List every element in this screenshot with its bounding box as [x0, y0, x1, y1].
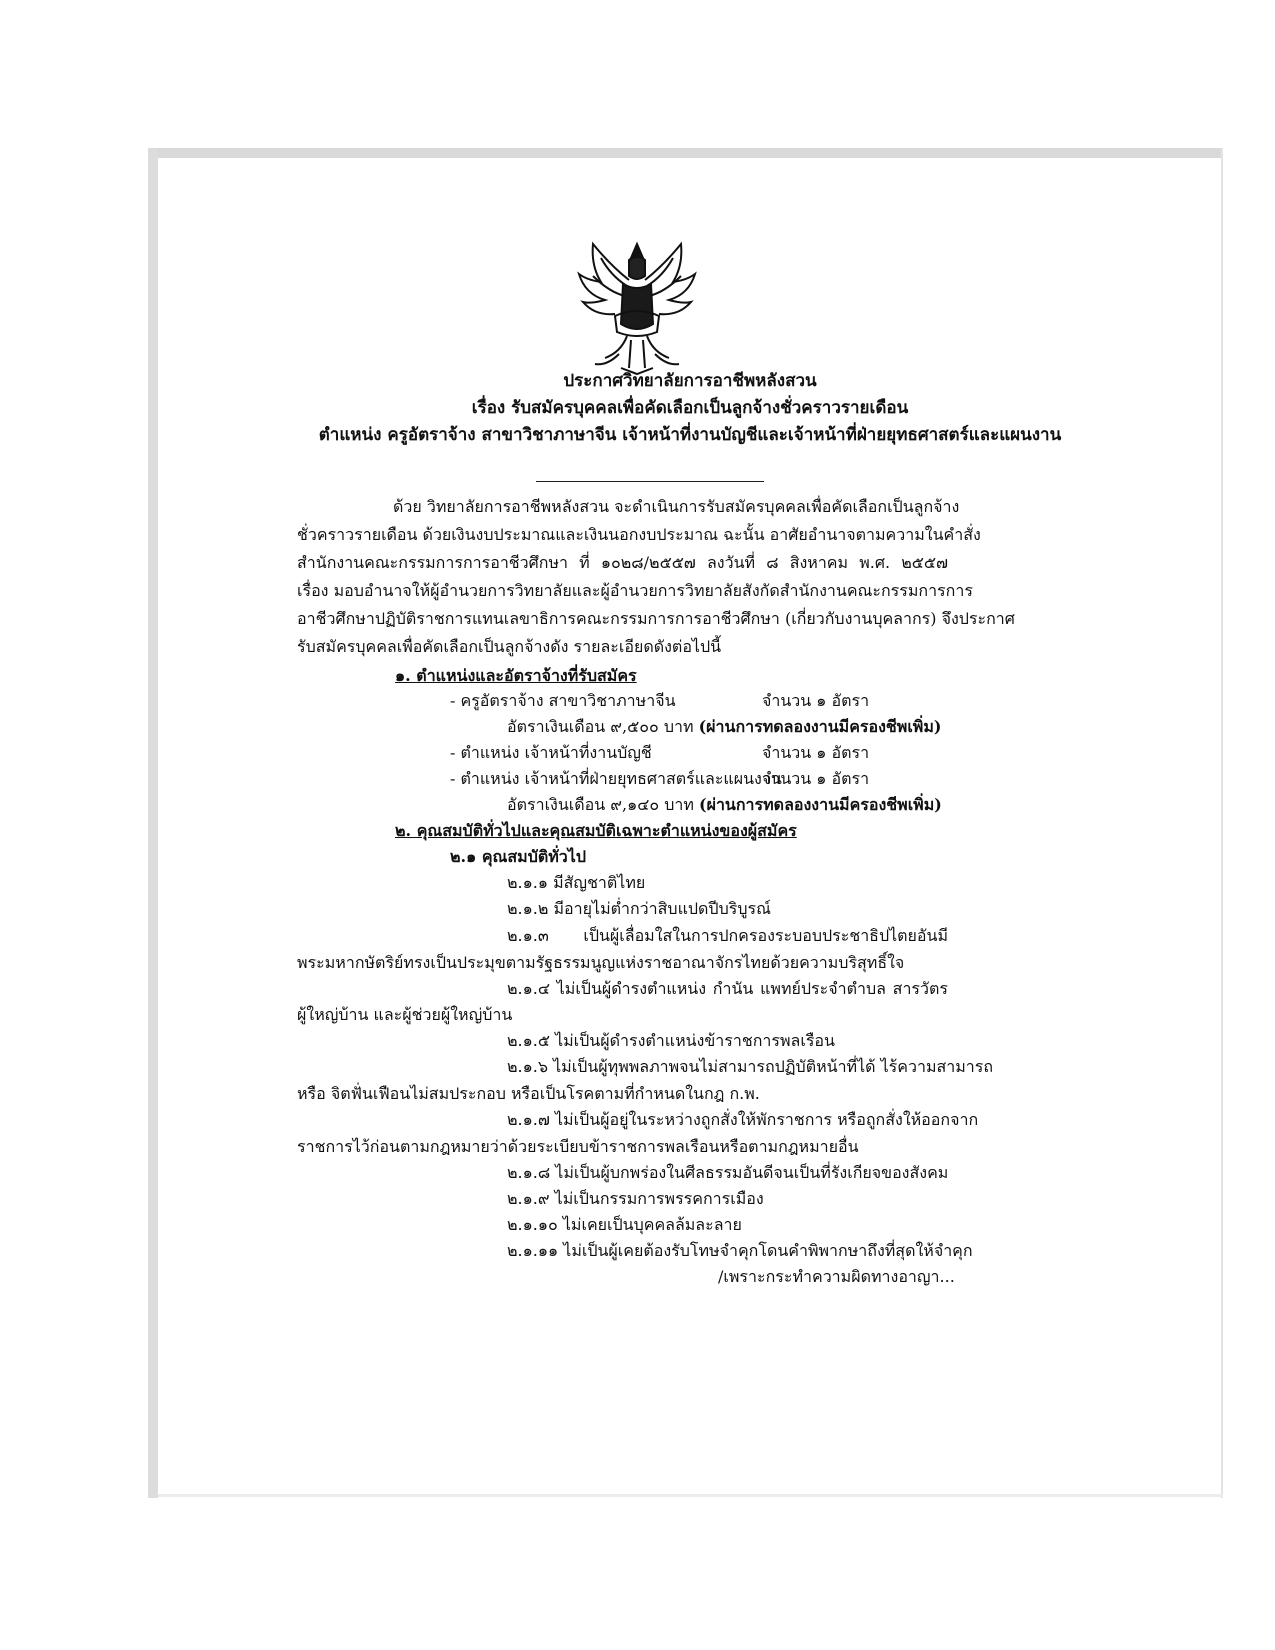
position-count: จำนวน ๑ อัตรา	[762, 691, 870, 710]
section-2-title: ๒. คุณสมบัติทั่วไปและคุณสมบัติเฉพาะตำแหน่งของผู้สมัคร	[395, 821, 797, 840]
position-item: - ตำแหน่ง เจ้าหน้าที่งานบัญชี	[450, 743, 652, 762]
position-item: - ครูอัตราจ้าง สาขาวิชาภาษาจีน	[450, 691, 676, 710]
qualification-item-cont: พระมหากษัตริย์ทรงเป็นประมุขตามรัฐธรรมนูญแห่งราชอาณาจักรไทยด้วยความบริสุทธิ์ใจ	[297, 953, 905, 972]
intro-line-1: ด้วย วิทยาลัยการอาชีพหลังสวน จะดำเนินการรับสมัครบุคคลเพื่อคัดเลือกเป็นลูกจ้าง	[393, 497, 960, 516]
qualification-item-cont: ราชการไว้ก่อนตามกฎหมายว่าด้วยระเบียบข้าราชการพลเรือนหรือตามกฎหมายอื่น	[297, 1137, 859, 1156]
intro-line-2: ชั่วคราวรายเดือน ด้วยเงินงบประมาณและเงินนอกงบประมาณ ฉะนั้น อาศัยอำนาจตามความในคำสั่ง	[297, 525, 981, 544]
qualification-item: ๒.๑.๕ ไม่เป็นผู้ดำรงตำแหน่งข้าราชการพลเรือน	[507, 1031, 835, 1050]
qualification-item: ๒.๑.๔ ไม่เป็นผู้ดำรงตำแหน่ง กำนัน แพทย์ประจำตำบล สารวัตร	[507, 979, 948, 998]
salary-line-2: อัตราเงินเดือน ๙,๑๔๐ บาท (ผ่านการทดลองงานมีครองชีพเพิ่ม)	[507, 795, 942, 814]
scan-edge-right	[1221, 148, 1223, 1498]
intro-line-6: รับสมัครบุคคลเพื่อคัดเลือกเป็นลูกจ้างดัง รายละเอียดดังต่อไปนี้	[297, 637, 722, 656]
qualification-item: ๒.๑.๗ ไม่เป็นผู้อยู่ในระหว่างถูกสั่งให้พักราชการ หรือถูกสั่งให้ออกจาก	[507, 1110, 979, 1129]
announcement-title: ประกาศวิทยาลัยการอาชีพหลังสวน	[563, 371, 817, 391]
qualification-item: ๒.๑.๑ มีสัญชาติไทย	[507, 873, 646, 892]
garuda-emblem-icon	[571, 236, 703, 378]
qualification-item: ๒.๑.๙ ไม่เป็นกรรมการพรรคการเมือง	[507, 1189, 764, 1208]
scan-edge-bottom	[158, 1494, 1223, 1497]
section-1-title: ๑. ตำแหน่งและอัตราจ้างที่รับสมัคร	[395, 666, 637, 685]
scan-edge-left	[148, 148, 158, 1498]
salary-line-1: อัตราเงินเดือน ๙,๕๐๐ บาท (ผ่านการทดลองงานมีครองชีพเพิ่ม)	[507, 717, 942, 736]
qualification-item: ๒.๑.๘ ไม่เป็นผู้บกพร่องในศีลธรรมอันดีจนเป็นที่รังเกียจของสังคม	[507, 1163, 949, 1182]
intro-line-3: สำนักงานคณะกรรมการการอาชีวศึกษา ที่ ๑๐๒๘/๒๕๕๗ ลงวันที่ ๘ สิงหาคม พ.ศ. ๒๕๕๗	[297, 553, 949, 572]
position-count: จำนวน ๑ อัตรา	[762, 769, 870, 788]
intro-line-4: เรื่อง มอบอำนาจให้ผู้อำนวยการวิทยาลัยและผู้อำนวยการวิทยาลัยสังกัดสำนักงานคณะกรรมการการ	[297, 581, 973, 600]
qualification-item: ๒.๑.๓ เป็นผู้เลื่อมใสในการปกครองระบอบประชาธิปไตยอันมี	[507, 926, 948, 945]
qualification-item-cont: ผู้ใหญ่บ้าน และผู้ช่วยผู้ใหญ่บ้าน	[297, 1005, 513, 1024]
continuation-note: /เพราะกระทำความผิดทางอาญา...	[718, 1267, 955, 1286]
qualification-item-cont: หรือ จิตฟั่นเฟือนไม่สมประกอบ หรือเป็นโรคตามที่กำหนดในกฎ ก.พ.	[297, 1084, 760, 1103]
qualification-item: ๒.๑.๒ มีอายุไม่ต่ำกว่าสิบแปดปีบริบูรณ์	[507, 899, 771, 918]
intro-line-5: อาชีวศึกษาปฏิบัติราชการแทนเลขาธิการคณะกรรมการการอาชีวศึกษา (เกี่ยวกับงานบุคลากร) จึงประกาศ	[297, 609, 1015, 628]
announcement-subject: เรื่อง รับสมัครบุคคลเพื่อคัดเลือกเป็นลูกจ้างชั่วคราวรายเดือน	[471, 398, 909, 418]
qualification-item: ๒.๑.๖ ไม่เป็นผู้ทุพพลภาพจนไม่สามารถปฏิบัติหน้าที่ได้ ไร้ความสามารถ	[507, 1057, 994, 1076]
position-count: จำนวน ๑ อัตรา	[762, 743, 870, 762]
position-item: - ตำแหน่ง เจ้าหน้าที่ฝ่ายยุทธศาสตร์และแผนงาน	[450, 769, 782, 788]
qualification-item: ๒.๑.๑๑ ไม่เป็นผู้เคยต้องรับโทษจำคุกโดนคำพิพากษาถึงที่สุดให้จำคุก	[507, 1241, 973, 1260]
section-2-1-title: ๒.๑ คุณสมบัติทั่วไป	[450, 847, 586, 866]
qualification-item: ๒.๑.๑๐ ไม่เคยเป็นบุคคลล้มละลาย	[507, 1215, 742, 1234]
heading-divider	[536, 481, 764, 482]
scan-edge-top	[148, 148, 1223, 158]
announcement-positions: ตำแหน่ง ครูอัตราจ้าง สาขาวิชาภาษาจีน เจ้าหน้าที่งานบัญชีและเจ้าหน้าที่ฝ่ายยุทธศาสตร์และแผนงาน	[318, 425, 1062, 445]
